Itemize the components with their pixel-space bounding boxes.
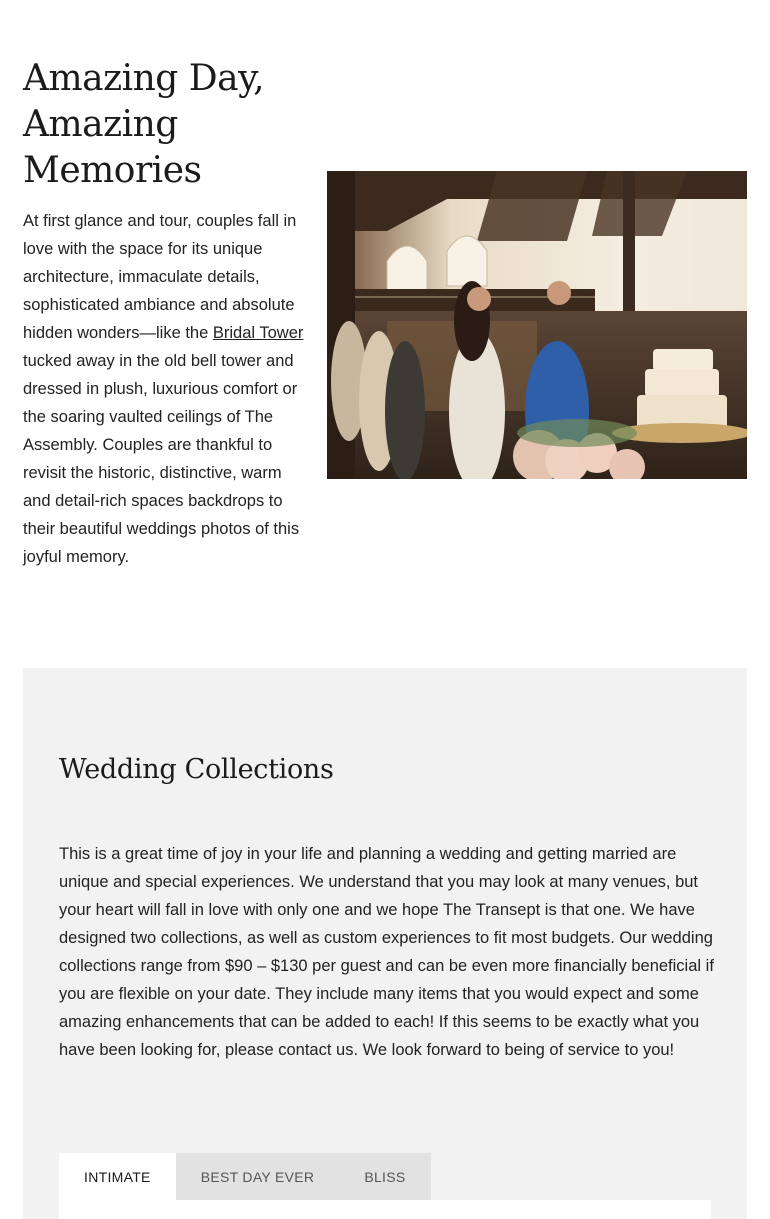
hero-text-rest: tucked away in the old bell tower and dressed in plush, luxurious comfort or the soaring vaulted ceilings of The Assembly. Couples are thankful to revisit the historic, distinctive, warm and detail-rich spaces backdrops to their beautiful weddings photos of this joyful memory. — [23, 352, 300, 566]
hero-title: Amazing Day, Amazing Memories — [23, 58, 265, 191]
hero-text — [23, 207, 311, 571]
tab-intimate[interactable]: INTIMATE — [59, 1153, 176, 1200]
tab-panel — [59, 1200, 711, 1219]
bridal-tower-link[interactable]: Bridal Tower — [212, 324, 304, 342]
tab-bliss[interactable]: BLISS — [339, 1153, 430, 1200]
hero-text-intro: At first glance and tour, couples fall in love with the space for its unique architecture, immaculate details, sophisticated ambiance and absolute hidden wonders—like the — [23, 212, 297, 342]
collections-description: This is a great time of joy in your life and planning a wedding and getting married are unique and special experiences. We understand that you may look at many venues, but your heart will fall in love with only one and we hope The Transept is that one. We have designed two collections, as well as custom experiences to fit most budgets. Our wedding collections range from $90 – $130 per guest and can be even more financially beneficial if you are flexible on your date. They include many items that you would expect and some amazing enhancements that can be added to each! If this seems to be exactly what you have been looking for, please contact us. We look forward to being of service to you! — [59, 845, 714, 1059]
wedding-collections-section — [23, 668, 747, 1219]
tab-best-day-ever[interactable]: BEST DAY EVER — [176, 1153, 340, 1200]
collections-title: Wedding Collections — [59, 754, 334, 785]
collection-tabs — [59, 1153, 431, 1200]
wedding-cake-photo — [327, 171, 747, 479]
